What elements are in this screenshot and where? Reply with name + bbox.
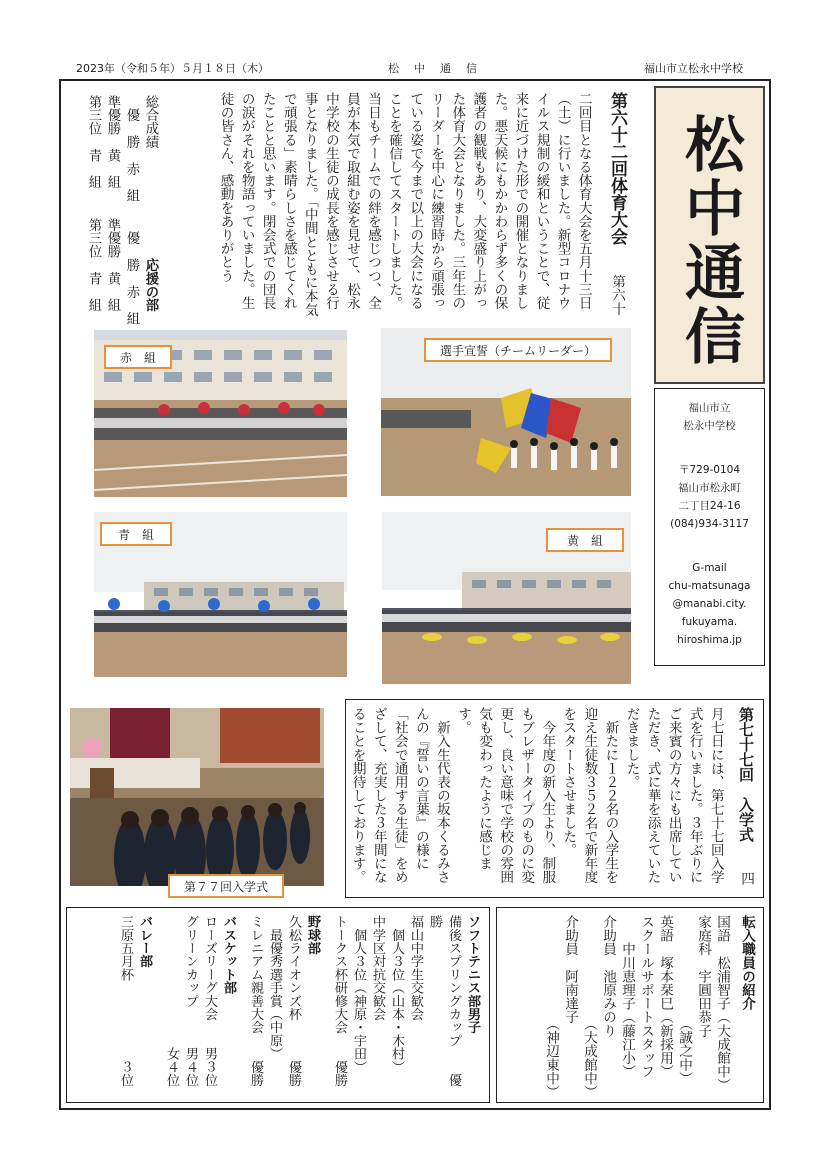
- result-cheer-title: 応援の部: [143, 218, 159, 312]
- contact-address-2: 二丁目24-16: [678, 500, 741, 512]
- contact-mail-1: chu-matsunaga: [668, 580, 751, 592]
- entrance-heading: 第七十七回 入学式: [737, 707, 755, 842]
- club-line: 備後スプリングカップ 優勝: [427, 915, 461, 1087]
- contact-phone: (084)934-3117: [670, 518, 749, 530]
- caption-yellow-team: 黄 組: [546, 528, 624, 552]
- staff-line: 介助員 池原みのり: [600, 915, 616, 1038]
- result-cheer-1: 優 勝 赤 組: [124, 218, 139, 326]
- club-line: ローズリーグ大会 男３位: [202, 915, 217, 1087]
- contact-org-1: 福山市立: [688, 402, 731, 414]
- club-heading-basketball: バスケット部: [221, 915, 236, 995]
- contact-mail-3: fukuyama.: [681, 616, 738, 628]
- sports-day-article: [180, 92, 630, 317]
- club-line: 福山中学生交歓会: [408, 915, 423, 1021]
- result-overall-2: 準優勝 黄 組: [105, 95, 120, 189]
- staff-line: （誠之中）: [676, 915, 692, 1085]
- staff-line: 介助員 阿南達子: [562, 915, 578, 1024]
- club-line: 女４位: [164, 915, 179, 1087]
- caption-blue-team: 青 組: [100, 522, 172, 546]
- club-heading-baseball: 野球部: [305, 915, 320, 955]
- contact-mail-label: G-mail: [692, 562, 727, 574]
- contact-mail-4: hiroshima.jp: [677, 634, 742, 646]
- club-spacer: [154, 915, 162, 1097]
- club-line: 中学区対抗交歓会: [370, 915, 385, 1021]
- sports-day-paragraph: 第六十二回目となる体育大会を五月十三日（土）に行いました。新型コロナウイルス規制の緩和ということで、従来に近づけた形での開催となりました。悪天候にもかかわらず多くの保護者の観戦もあり、大変盛り上がった体育大会となりました。三年生のリーダーを中心に練習時から頑張っている姿で今まで以上の大会になることを確信してスタートしました。当日もチームでの絆を感じつつ、全員が本気で取組む姿を見せて、松永中学校の生徒の成長を感じさせる行事となりました。「中間とともに本気で頑張る」素晴らしさを感じてくれたことと思います。閉会式での団長の涙がそれを物語っていました。生徒の皆さん、感動をありがとう: [217, 92, 625, 317]
- school-name: 福山市立松永中学校: [644, 62, 743, 75]
- result-cheer-2: 準優勝 黄 組: [105, 218, 120, 312]
- club-line: 三原五月杯 ３位: [118, 915, 133, 1087]
- newsletter-name: 松 中 通 信: [388, 62, 479, 75]
- result-overall-title: 総合成績: [143, 95, 158, 149]
- caption-red-team: 赤 組: [104, 345, 172, 369]
- club-line: トークス杯研修大会 優勝: [332, 915, 347, 1087]
- caption-entrance: 第７７回入学式: [168, 874, 284, 898]
- staff-line: 中川恵理子（藤江小）: [619, 915, 635, 1079]
- staff-heading: 転入職員の紹介: [739, 915, 755, 1011]
- results-cheer: [80, 218, 160, 326]
- contact-mail-2: @manabi.city.: [672, 598, 747, 610]
- entrance-paragraph: 四月七日には、第七十七回入学式を行いました。３年ぶりにご来賓の方々にも出席していただき、式に華を添えていただきました。 新たに１２２名の入学生を迎え生徒数３５２名で新年度をスタートさせました。 今年度の新入生より、制服もブレザータイプのものに変更し、良い意味で学校の雰囲気も変わったように感じます。 新入生代表の坂本くるみさんの『誓いの言葉』の様に「社会で通用する生徒」をめざして、充実した３年間になることを期待しております。: [349, 707, 754, 886]
- entrance-article: [349, 707, 757, 893]
- result-overall-3: 第三位 青 組: [86, 95, 101, 189]
- club-heading-volleyball: バレー部: [137, 915, 152, 968]
- result-overall-1: 優 勝 赤 組: [124, 95, 139, 203]
- contact-org-2: 松永中学校: [683, 420, 736, 432]
- club-spacer: [238, 915, 246, 1097]
- staff-list: [505, 915, 756, 1097]
- club-line: ミレニアム親善大会 優勝: [248, 915, 263, 1087]
- photo-entrance: [70, 708, 324, 886]
- issue-date: 2023年（令和５年）５月１８日（木）: [76, 62, 269, 75]
- club-line: 最優秀選手賞（中原）: [267, 915, 282, 1061]
- club-line: 個人３位（神原・宇田）: [351, 915, 366, 1074]
- club-line: グリーンカップ 男４位: [183, 915, 198, 1087]
- club-line: 久松ライオンズ杯 優勝: [286, 915, 301, 1087]
- staff-line: （大成館中）: [581, 915, 597, 1099]
- club-spacer: [322, 915, 330, 1097]
- caption-oath: 選手宣誓（チームリーダー）: [424, 338, 612, 362]
- staff-line: 家庭科 宇圓田恭子: [695, 915, 711, 1038]
- masthead-box: [654, 86, 765, 384]
- clubs-list: [76, 915, 482, 1097]
- masthead-title: 松中通信: [675, 113, 745, 369]
- staff-line: 国語 松浦智子（大成館中）: [714, 915, 730, 1092]
- staff-line: （神辺東中）: [543, 915, 559, 1099]
- staff-line: スクールサポートスタッフ: [638, 915, 654, 1079]
- contact-box: [654, 388, 765, 666]
- result-cheer-3: 第三位 青 組: [86, 218, 101, 312]
- staff-line: 英語 塚本栞巳（新採用）: [657, 915, 673, 1079]
- contact-address-1: 福山市松永町: [678, 482, 741, 494]
- club-line: 個人３位（山本・木村）: [389, 915, 404, 1074]
- contact-postal: 〒729-0104: [678, 464, 741, 476]
- club-heading-tennis: ソフトテニス部男子: [465, 915, 480, 1034]
- sports-day-heading: 第六十二回体育大会: [607, 92, 627, 245]
